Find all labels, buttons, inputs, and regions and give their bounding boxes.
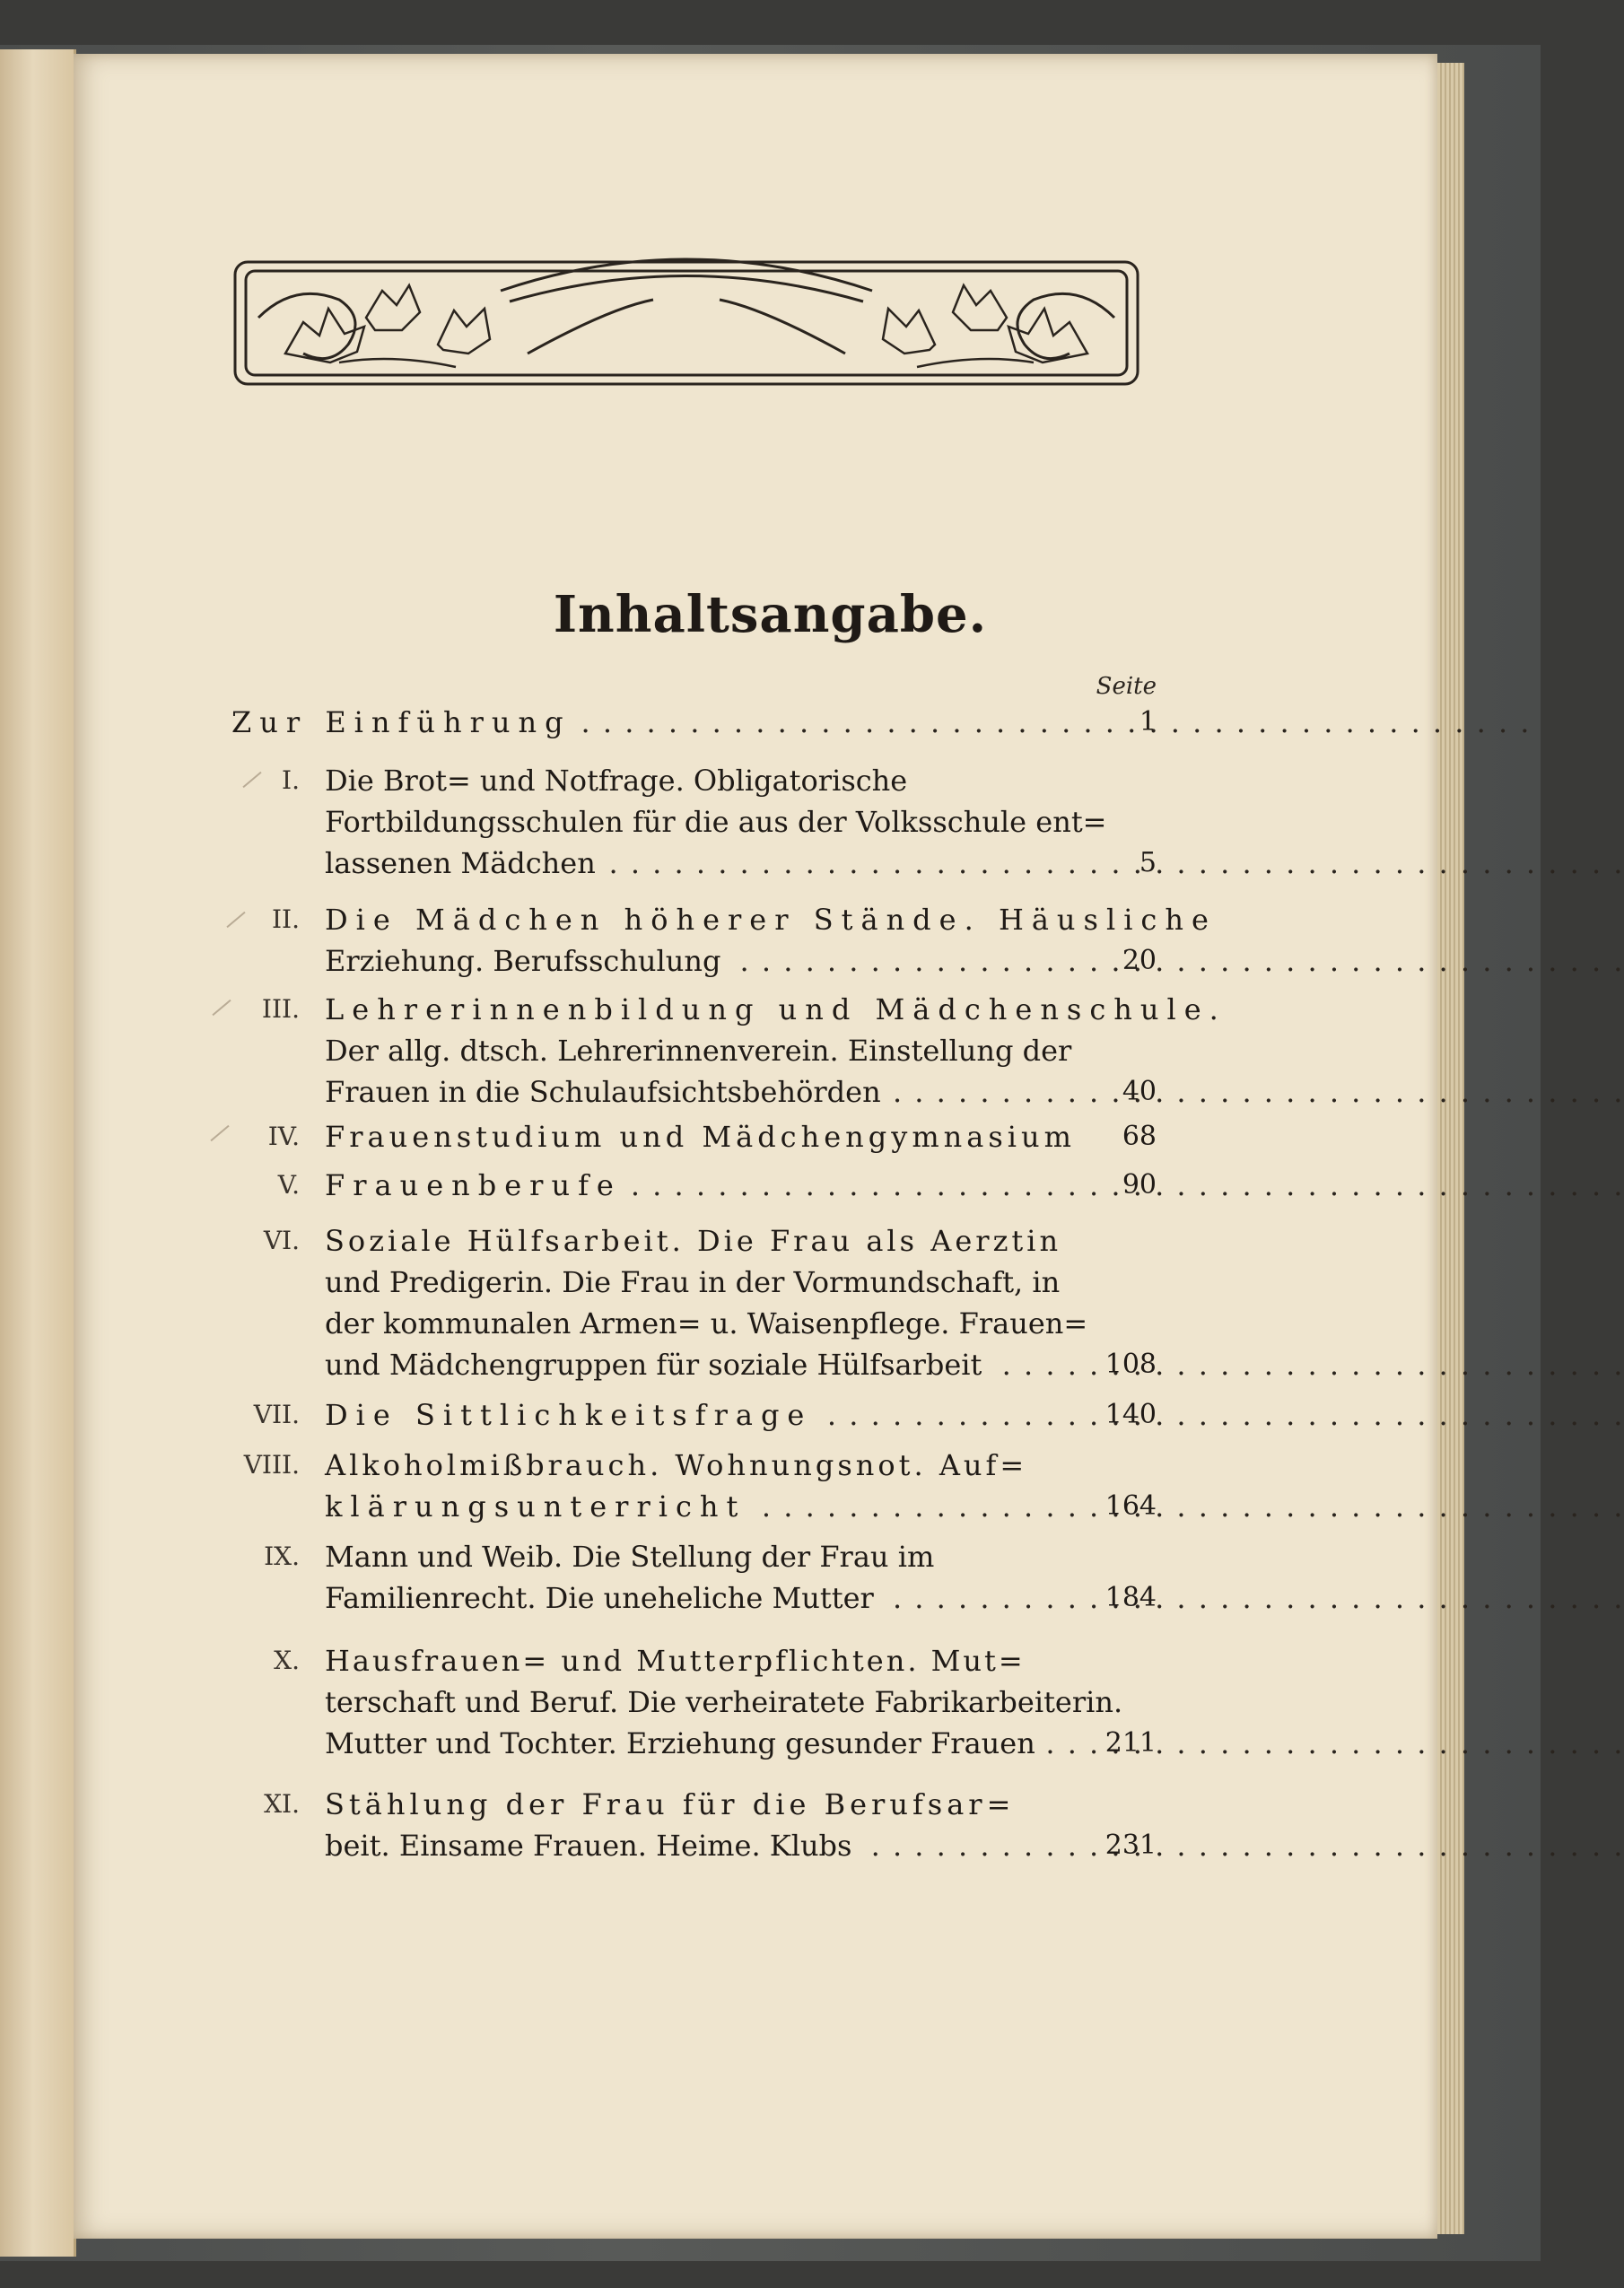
facing-page-edge: [0, 49, 76, 2257]
toc-line: Erziehung. Berufsschulung . . .: [325, 939, 1059, 983]
page-title: Inhaltsangabe.: [553, 585, 988, 644]
toc-line: terschaft und Beruf. Die verheiratete Fabrikarbeiterin.: [325, 1680, 1059, 1725]
toc-page-number: 40: [1122, 1076, 1157, 1107]
chapter-numeral: II.: [271, 904, 300, 934]
toc-line: Lehrerinnenbildung und Mädchenschule.: [325, 987, 1059, 1032]
toc-line: Die Mädchen höherer Stände. Häusliche: [325, 897, 1059, 942]
toc-line: Soziale Hülfsarbeit. Die Frau als Aerztin: [325, 1218, 1059, 1263]
toc-line: und Predigerin. Die Frau in der Vormundschaft, in: [325, 1260, 1059, 1305]
toc-page-number: 90: [1122, 1169, 1157, 1201]
toc-line: Zur Einführung . . .: [231, 700, 1059, 745]
chapter-numeral: VI.: [263, 1226, 300, 1255]
toc-line: Hausfrauen= und Mutterpflichten. Mut=: [325, 1638, 1059, 1683]
toc-line: der kommunalen Armen= u. Waisenpflege. Frauen=: [325, 1301, 1059, 1346]
toc-line: Fortbildungsschulen für die aus der Volksschule ent=: [325, 799, 1059, 844]
toc-page-number: 20: [1122, 945, 1157, 976]
toc-line: Die Brot= und Notfrage. Obligatorische: [325, 758, 1059, 803]
chapter-numeral: VIII.: [243, 1450, 300, 1480]
toc-page-number: 140: [1104, 1399, 1157, 1430]
chapter-numeral: X.: [274, 1646, 300, 1675]
toc-page-number: 5: [1139, 847, 1157, 878]
toc-line: Mann und Weib. Die Stellung der Frau im: [325, 1534, 1059, 1579]
toc-line: Die Sittlichkeitsfrage . . .: [325, 1393, 1059, 1437]
toc-line: beit. Einsame Frauen. Heime. Klubs . . .: [325, 1823, 1059, 1868]
toc-line: Frauenberufe . . .: [325, 1163, 1059, 1208]
chapter-numeral: IV.: [267, 1122, 300, 1151]
toc-page-number: 164: [1104, 1490, 1157, 1522]
page-block-edges: [1437, 63, 1464, 2234]
toc-line: Familienrecht. Die uneheliche Mutter . . .: [325, 1576, 1059, 1620]
toc-line: Frauen in die Schulaufsichtsbehörden . . .: [325, 1070, 1059, 1114]
toc-line: klärungsunterricht . . .: [325, 1484, 1059, 1529]
toc-page-number: 1: [1139, 706, 1157, 738]
toc-line: und Mädchengruppen für soziale Hülfsarbeit . . .: [325, 1342, 1059, 1387]
toc-line: Stählung der Frau für die Berufsar=: [325, 1782, 1059, 1827]
chapter-numeral: XI.: [264, 1789, 300, 1819]
toc-line: Der allg. dtsch. Lehrerinnenverein. Einstellung der: [325, 1028, 1059, 1073]
toc-line: lassenen Mädchen . . .: [325, 841, 1059, 886]
chapter-numeral: VII.: [253, 1400, 300, 1429]
toc-line: Alkoholmißbrauch. Wohnungsnot. Auf=: [325, 1443, 1059, 1488]
toc-line: Frauenstudium und Mädchengymnasium: [325, 1114, 1059, 1159]
toc-page-number: 108: [1104, 1349, 1157, 1380]
ivy-ornament-headpiece: [231, 255, 1141, 391]
chapter-numeral: III.: [261, 994, 300, 1024]
chapter-numeral: I.: [282, 765, 300, 795]
toc-page-number: 68: [1122, 1121, 1157, 1152]
toc-page-number: 211: [1104, 1727, 1157, 1759]
chapter-numeral: V.: [277, 1170, 300, 1200]
chapter-numeral: IX.: [264, 1541, 300, 1571]
toc-page-number: 184: [1104, 1582, 1157, 1613]
page-column-label: Seite: [1096, 673, 1157, 700]
toc-line: Mutter und Tochter. Erziehung gesunder Frauen . . .: [325, 1721, 1059, 1766]
toc-page-number: 231: [1104, 1830, 1157, 1861]
